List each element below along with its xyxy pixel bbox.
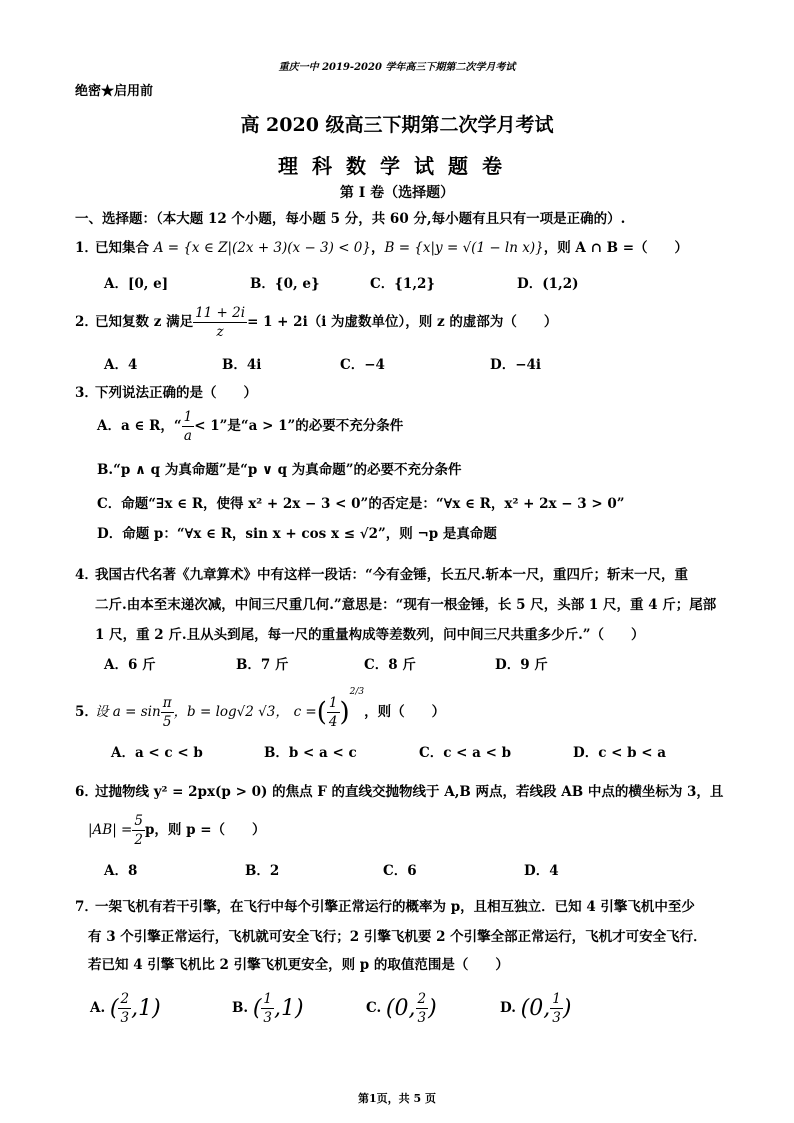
question-3-number: 3． — [75, 385, 98, 401]
question-4-line-2: 二斤.由本至末递次减，中间三尺重几何.”意思是：“现有一根金锤，长 5 尺，头部 1 尺，重 4 斤；尾部 — [95, 597, 717, 613]
q7-c-num: 2 — [417, 991, 427, 1007]
q2-stem-a: 已知复数 z 满足 — [95, 314, 194, 330]
question-6-number: 6． — [75, 784, 98, 800]
question-2-stem — [75, 304, 557, 341]
q7-d-den: 3 — [552, 1010, 561, 1026]
q4-option-b: B．7 斤 — [236, 657, 289, 673]
q4-option-a: A．6 斤 — [104, 657, 156, 673]
q6-fraction — [132, 812, 145, 849]
q7-option-c — [366, 990, 437, 1027]
q2-option-c: C．−4 — [340, 357, 385, 373]
q1-set-a: A = {x ∈ Z|(2x + 3)(x − 3) < 0} — [153, 240, 371, 256]
q3-option-c: C．命题“∃x ∈ R，使得 x² + 2x − 3 < 0”的否定是：“∀x ∈ R，x² + 2x − 3 > 0” — [97, 496, 625, 512]
q2-frac-den: z — [216, 324, 224, 340]
q3-option-d: D．命题 p：“∀x ∈ R，sin x + cos x ≤ √2”，则 ¬p 是真命题 — [97, 526, 497, 542]
q5-c-frac-den: 4 — [328, 714, 338, 730]
q6-option-c: C．6 — [383, 863, 417, 879]
question-1-stem — [75, 236, 688, 256]
question-4-line-1 — [75, 563, 688, 583]
q7-c-right: ) — [428, 996, 437, 1021]
q6-frac-den: 2 — [134, 832, 143, 848]
q7-c-fraction — [416, 990, 429, 1027]
q5-tail: ，则（ ） — [364, 704, 446, 720]
q7-b-den: 3 — [263, 1010, 273, 1026]
q4-option-c: C．8 斤 — [364, 657, 416, 673]
question-5-number: 5． — [75, 704, 98, 720]
q7-line-1-text: 一架飞机有若干引擎，在飞行中每个引擎正常运行的概率为 p，且相互独立．已知 4 引擎飞机中至少 — [95, 899, 695, 915]
question-6-line-2 — [88, 812, 266, 849]
question-5-stem: 5．设 a = sin $\frac{\pi}{5}$ ，b = log√2 √3， c =( $\frac{1}{4}$ )$^{2/3}$，则（ ） — [75, 687, 446, 730]
q7-b-left: ( — [252, 996, 262, 1021]
question-4-number: 4． — [75, 567, 98, 583]
q3-a-fraction — [182, 408, 195, 445]
q7-d-num: 1 — [552, 991, 561, 1007]
q1-stem-b: ，则 A ∩ B =（ ） — [543, 240, 689, 256]
question-7-number: 7． — [75, 899, 98, 915]
q2-option-b: B．4i — [222, 357, 262, 373]
q5-option-a: A．a < c < b — [111, 745, 203, 761]
q7-d-left: (0, — [520, 996, 551, 1021]
q4-line-1-text: 我国古代名著《九章算术》中有这样一段话：“今有金锤，长五尺.斩本一尺，重四斤；斩末一尺，重 — [95, 567, 688, 583]
q2-frac-num: 11 + 2i — [195, 305, 246, 321]
q1-option-b: B．{0, e} — [250, 276, 320, 292]
q6-option-b: B．2 — [245, 863, 280, 879]
question-6-line-1 — [75, 780, 723, 800]
q3-a-prefix: A．a ∈ R，“ — [97, 418, 182, 434]
question-4-line-3: 1 尺，重 2 斤.且从头到尾，每一尺的重量构成等差数列，问中间三尺共重多少斤.”（ ） — [95, 627, 645, 643]
q4-option-d: D．9 斤 — [495, 657, 548, 673]
q6-frac-num: 5 — [134, 813, 143, 829]
q1-option-c: C．{1,2} — [370, 276, 436, 292]
q7-a-num: 2 — [120, 991, 130, 1007]
q1-option-a: A．[0, e] — [104, 276, 169, 292]
q7-a-left: ( — [109, 996, 119, 1021]
q1-stem-a: 已知集合 — [95, 240, 154, 256]
page-header: 重庆一中 2019-2020 学年高三下期第二次学月考试 — [278, 62, 516, 73]
q6-line-1-text: 过抛物线 y² = 2px(p > 0) 的焦点 F 的直线交抛物线于 A,B 两点，若线段 AB 中点的横坐标为 3，且 — [95, 784, 724, 800]
q7-d-fraction — [550, 990, 563, 1027]
q7-c-label: C. — [366, 1000, 382, 1016]
q7-c-den: 3 — [417, 1010, 427, 1026]
q5-b-part: ，b = log√2 √3， — [173, 704, 289, 720]
q7-option-a — [90, 990, 161, 1027]
q7-option-b — [232, 990, 304, 1027]
q5-c-exponent: 2/3 — [349, 687, 365, 697]
q6-option-d: D．4 — [524, 863, 559, 879]
q1-sep: ， — [370, 240, 385, 256]
q7-a-den: 3 — [120, 1010, 130, 1026]
q7-b-fraction — [261, 990, 274, 1027]
question-7-line-2: 有 3 个引擎正常运行，飞机就可安全飞行；2 引擎飞机要 2 个引擎全部正常运行，飞机才可安全飞行． — [88, 929, 707, 945]
q3-option-a — [97, 408, 403, 445]
q2-option-d: D．−4i — [490, 357, 542, 373]
q5-a-part: 设 a = sin — [95, 704, 161, 720]
question-7-line-1 — [75, 895, 695, 915]
q3-a-frac-num: 1 — [183, 409, 193, 425]
q6-l2-b: p，则 p =（ ） — [144, 822, 266, 838]
q7-b-right: ,1) — [274, 996, 304, 1021]
q2-stem-b: = 1 + 2i（i 为虚数单位），则 z 的虚部为（ ） — [247, 314, 558, 330]
q6-l2-a: |AB| = — [88, 822, 133, 838]
confidential-mark: 绝密★启用前 — [75, 84, 154, 99]
q2-option-a: A．4 — [104, 357, 138, 373]
q5-c-part: c = — [293, 704, 317, 720]
question-7-line-3: 若已知 4 引擎飞机比 2 引擎飞机更安全，则 p 的取值范围是（ ） — [88, 957, 509, 973]
volume-heading: 第 I 卷（选择题） — [339, 185, 455, 201]
question-3-stem — [75, 381, 257, 401]
question-2-number: 2． — [75, 314, 98, 330]
question-1-number: 1． — [75, 240, 98, 256]
q7-c-left: (0, — [385, 996, 416, 1021]
q3-stem: 下列说法正确的是（ ） — [95, 385, 257, 401]
q7-d-label: D. — [500, 1000, 516, 1016]
q7-option-d — [500, 990, 571, 1027]
q7-a-label: A. — [90, 1000, 106, 1016]
q1-set-b: B = {x|y = √(1 − ln x)} — [384, 240, 544, 256]
q7-a-right: ,1) — [131, 996, 161, 1021]
q5-a-frac-den: 5 — [162, 714, 172, 730]
exam-subtitle: 理科数学试题卷 — [278, 154, 516, 178]
q5-c-fraction — [327, 694, 340, 731]
page-footer: 第1页，共 5 页 — [358, 1092, 436, 1105]
q7-a-fraction — [118, 990, 131, 1027]
q3-a-frac-den: a — [183, 428, 192, 444]
q5-a-frac-num: π — [162, 695, 172, 711]
q5-a-fraction — [161, 694, 174, 731]
q2-fraction — [193, 304, 247, 341]
q7-b-label: B. — [232, 1000, 249, 1016]
q5-option-c: C．c < a < b — [419, 745, 512, 761]
exam-title: 高 2020 级高三下期第二次学月考试 — [240, 114, 554, 136]
q3-option-b: B.“p ∧ q 为真命题”是“p ∨ q 为真命题”的必要不充分条件 — [97, 462, 462, 478]
q5-option-b: B．b < a < c — [264, 745, 357, 761]
q7-b-num: 1 — [263, 991, 273, 1007]
q5-c-frac-num: 1 — [328, 695, 338, 711]
q5-option-d: D．c < b < a — [573, 745, 667, 761]
q7-d-right: ) — [562, 996, 572, 1021]
q6-option-a: A．8 — [104, 863, 138, 879]
q1-option-d: D．(1,2) — [517, 276, 579, 292]
q3-a-suffix: < 1”是“a > 1”的必要不充分条件 — [194, 418, 404, 434]
section-heading: 一、选择题：（本大题 12 个小题，每小题 5 分，共 60 分,每小题有且只有一项是正确的）. — [75, 211, 626, 227]
